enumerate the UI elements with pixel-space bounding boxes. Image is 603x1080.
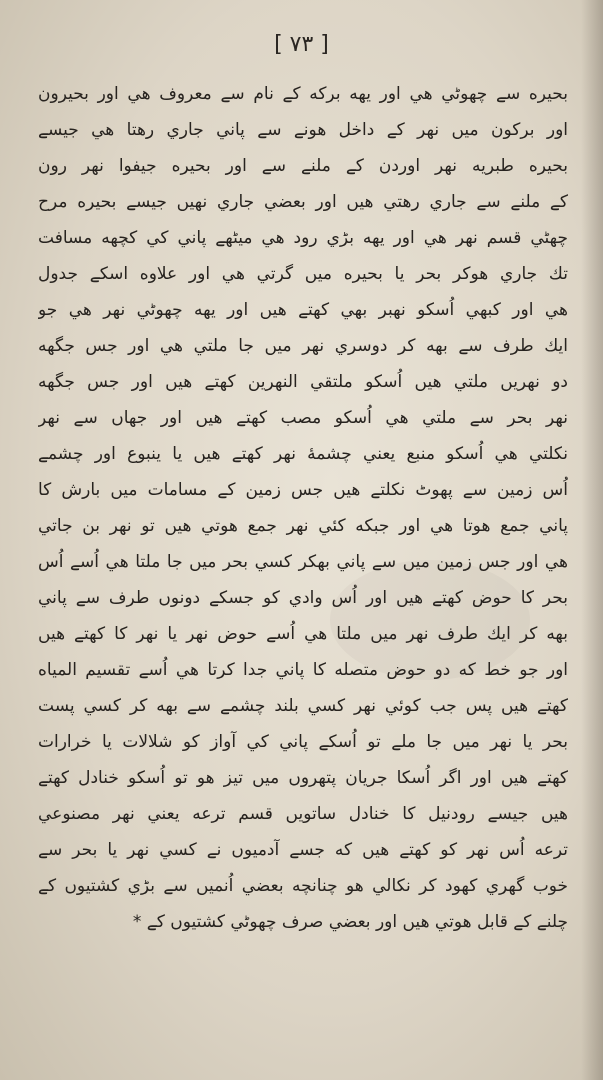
body-text bbox=[38, 76, 568, 940]
text-line: بحيره سے چھوٹي هي اور يهه بركه كے نام سے معروف هي اور بحيرون bbox=[38, 84, 568, 104]
text-line: پاني جمع هوتا هي اور جبكه كئي نهر جمع هوتي هيں تو نهر بن جاتي bbox=[38, 516, 568, 536]
text-line: نهر بحر سے ملتي هي اُسكو مصب كهتے هيں اور جهاں سے نهر bbox=[38, 408, 568, 428]
text-line: اور بركون ميں نهر كے داخل هونے سے پاني جاري رهتا هي جيسے bbox=[38, 120, 568, 140]
text-line: هي اور كبهي اُسكو نهبر بهي كهتے هيں اور يهه چهوٹي نهر هي جو bbox=[38, 300, 568, 320]
text-line: ايك طرف سے بهه كر دوسري نهر ميں جا ملتي هي اور جس جگهه bbox=[38, 336, 568, 356]
text-line: چهٹي قسم نهر هي اور يهه بڑي رود هي ميٹهے پاني كي كچهه مسافت bbox=[38, 228, 568, 248]
text-line: هي اور جس زمين ميں سے پاني بهكر كسي بحر ميں جا ملتا هي اُسے اُس bbox=[38, 552, 568, 572]
text-line: بحر يا نهر ميں جا ملے تو اُسكے پاني كي آواز كو شلالات يا خرارات bbox=[38, 732, 568, 752]
text-line: دو نهريں ملتي هيں اُسكو ملتقي النهرين كهتے هيں اور جس جگهه bbox=[38, 372, 568, 392]
text-line: بهه كر ايك طرف نهر ميں ملتا هي اُسے حوض نهر يا نهر كا كهتے هيں bbox=[38, 624, 568, 644]
text-line: بحر كا حوض كهتے هيں اور اُس وادي كو جسكے دونوں طرف سے پاني bbox=[38, 588, 568, 608]
text-line: چلنے كے قابل هوتي هيں اور بعضي صرف چهوٹي كشتيوں كے * bbox=[132, 912, 568, 932]
text-line: اور جو خط كه دو حوض متصله كا پاني جدا كرتا هي اُسے تقسيم المياه bbox=[38, 660, 568, 680]
page-number: [ ٧٣ ] bbox=[274, 32, 329, 57]
text-line: كے ملنے سے جاري رهتي هيں اور بعضي جاري نهيں جيسے بحيره مرح bbox=[38, 192, 568, 212]
text-line: كهتے هيں اور اگر اُسكا جريان پتهروں ميں تيز هو تو اُسكو خنادل كهتے bbox=[38, 768, 568, 788]
text-line: اُس زمين سے پهوٹ نكلتے هيں جس زمين كے مسامات ميں بارش كا bbox=[38, 480, 568, 500]
text-line: نكلتي هي اُسكو منبع يعني چشمهٔ نهر كهتے هيں يا ينبوع اور چشمے bbox=[38, 444, 568, 464]
text-line: بحيره طبريه نهر اوردن كے ملنے سے اور بحيره جيفوا نهر رون bbox=[38, 156, 568, 176]
text-line: كهتے هيں پس جب كوئي نهر كسي بلند چشمے سے بهه كر كسي پست bbox=[38, 696, 568, 716]
page-edge-shadow bbox=[581, 0, 603, 1080]
text-line: خوب گهري كهود كر نكالي هو چنانچه بعضي اُنميں سے بڑي كشتيوں كے bbox=[38, 876, 568, 896]
text-line: هيں جيسے رودنيل كا خنادل ساتويں قسم ترعه يعني نهر مصنوعي bbox=[38, 804, 568, 824]
text-line: ترعه اُس نهر كو كهتے هيں كه جسے آدميوں نے كسي نهر يا بحر سے bbox=[38, 840, 568, 860]
text-line: تك جاري هوكر بحر يا بحيره ميں گرتي هي اور علاوه اسكے جدول bbox=[38, 264, 568, 284]
